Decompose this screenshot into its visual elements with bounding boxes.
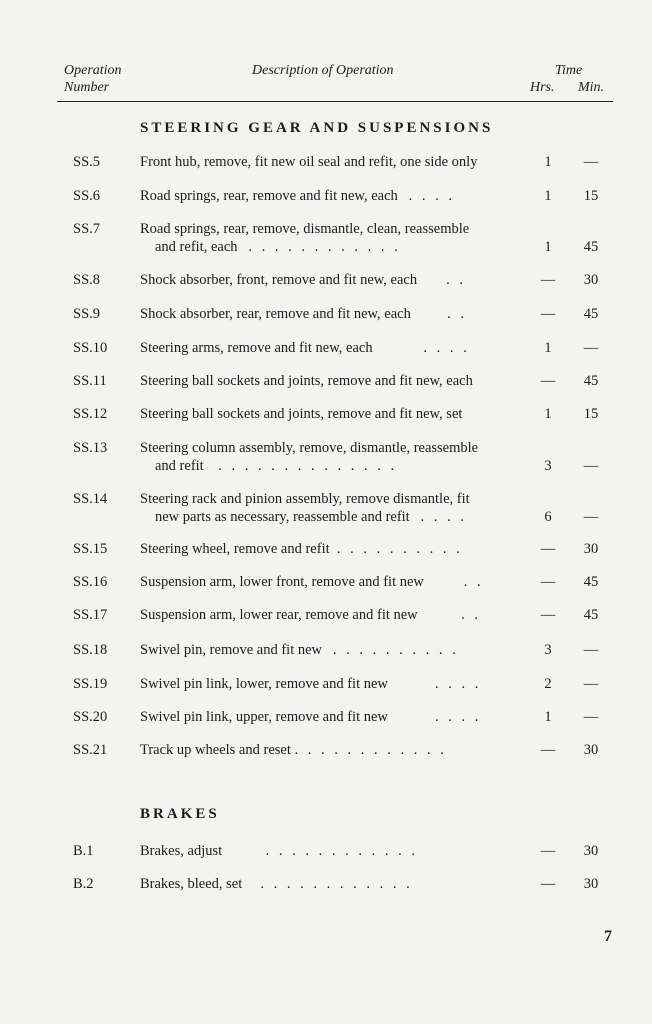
header-min: Min. [578,80,605,95]
operation-description: Front hub, remove, fit new oil seal and refit, one side only [140,154,478,170]
time-min: 45 [583,607,599,623]
leader-dots: . . . . . . . . . . . . . . [218,458,398,474]
leader-dots: . . . . [435,709,482,725]
operation-number: SS.18 [73,642,108,658]
time-min: 30 [583,876,599,892]
header-rule [57,101,613,102]
time-hrs: — [540,541,556,557]
time-hrs: — [540,876,556,892]
operation-number: SS.21 [73,742,108,758]
operation-description: Track up wheels and reset . . . . . . . . . . . . [140,742,447,758]
leader-dots: . . . . . . . . . . . . [265,843,419,859]
time-hrs: — [540,574,556,590]
operation-number: SS.19 [73,676,108,692]
operation-number: SS.16 [73,574,108,590]
time-min: — [583,509,599,525]
time-min: 45 [583,306,599,322]
time-hrs: 1 [544,709,552,725]
operation-description: Steering wheel, remove and refit . . . . . . . . . . [140,541,463,557]
leader-dots: . . . . [435,676,482,692]
operation-description: Steering rack and pinion assembly, remove dismantle, fit new parts as necessary, reassemble and refit . . . . [140,491,470,525]
operation-number: SS.14 [73,491,108,507]
operation-description: Shock absorber, front, remove and fit new, each . . [140,272,466,288]
section-title-steering: STEERING GEAR AND SUSPENSIONS [140,120,494,136]
operation-number: SS.6 [73,188,101,204]
time-hrs: — [540,272,556,288]
operation-description: Brakes, adjust . . . . . . . . . . . . [140,843,419,859]
time-min: — [583,458,599,474]
time-min: 15 [583,188,599,204]
header-time: Time [555,63,583,78]
leader-dots: . . . . . . . . . . . . [260,876,413,892]
time-hrs: 1 [544,406,552,422]
operation-description: Road springs, rear, remove, dismantle, clean, reassemble and refit, each . . . . . . . . . . . . [140,221,470,255]
time-min: 15 [583,406,599,422]
time-min: 30 [583,742,599,758]
operation-description: Steering ball sockets and joints, remove and fit new, each [140,373,473,389]
operation-description: Swivel pin, remove and fit new . . . . . . . . . . [140,642,459,658]
leader-dots: . . . . . . . . . . [336,541,463,557]
operation-description: Road springs, rear, remove and fit new, each . . . . [140,188,456,204]
operation-number: B.1 [73,843,94,859]
operation-number: SS.11 [73,373,107,389]
header-hrs: Hrs. [530,80,555,95]
operation-description: Shock absorber, rear, remove and fit new, each . . [140,306,467,322]
operation-description: Brakes, bleed, set . . . . . . . . . . . . [140,876,413,892]
operation-number: SS.13 [73,440,108,456]
time-min: — [583,154,599,170]
leader-dots: . . . . [420,509,467,525]
header-operation-label: Operation [64,63,122,78]
operation-description: Suspension arm, lower rear, remove and fit new . . [140,607,482,623]
operation-description: Steering arms, remove and fit new, each . . . . [140,340,470,356]
operation-description: Swivel pin link, lower, remove and fit new . . . . [140,676,482,692]
operation-description: Steering ball sockets and joints, remove and fit new, set [140,406,463,422]
operation-number: SS.15 [73,541,108,557]
leader-dots: . . . . [408,188,456,204]
operation-description: Steering column assembly, remove, dismantle, reassemble and refit . . . . . . . . . . . . . . [140,440,479,474]
header-number-label: Number [64,80,110,95]
time-hrs: 2 [544,676,552,692]
header-operation-number [64,62,122,96]
page-number: 7 [604,928,612,945]
time-min: 30 [583,272,599,288]
time-min: 30 [583,843,599,859]
operation-description: Suspension arm, lower front, remove and fit new . . [140,574,484,590]
leader-dots: . . [446,272,466,288]
section-title-brakes: BRAKES [140,806,220,822]
operation-number: SS.12 [73,406,108,422]
time-min: — [583,676,599,692]
time-min: — [583,340,599,356]
leader-dots: . . . . . . . . . . [332,642,459,658]
operation-number: SS.8 [73,272,101,288]
time-hrs: — [540,306,556,322]
operation-number: SS.5 [73,154,101,170]
leader-dots: . . . . . . . . . . . . [294,742,447,758]
time-hrs: 3 [544,642,552,658]
leader-dots: . . . . [423,340,470,356]
time-min: 45 [583,239,599,255]
time-hrs: — [540,843,556,859]
time-min: — [583,642,599,658]
time-hrs: 1 [544,154,552,170]
operation-number: SS.7 [73,221,101,237]
time-min: 30 [583,541,599,557]
operation-number: SS.20 [73,709,108,725]
time-hrs: 1 [544,239,552,255]
header-description: Description of Operation [252,63,394,78]
operation-number: SS.17 [73,607,108,623]
leader-dots: . . . . . . . . . . . . [248,239,401,255]
leader-dots: . . [461,607,482,623]
time-min: 45 [583,574,599,590]
time-hrs: 6 [544,509,552,525]
time-hrs: — [540,373,556,389]
operation-number: SS.10 [73,340,108,356]
time-hrs: 3 [544,458,552,474]
operation-description: Swivel pin link, upper, remove and fit new . . . . [140,709,482,725]
time-min: 45 [583,373,599,389]
operation-number: SS.9 [73,306,101,322]
time-hrs: — [540,607,556,623]
time-hrs: — [540,742,556,758]
leader-dots: . . [447,306,467,322]
time-hrs: 1 [544,188,552,204]
leader-dots: . . [463,574,484,590]
time-hrs: 1 [544,340,552,356]
operation-number: B.2 [73,876,94,892]
time-min: — [583,709,599,725]
